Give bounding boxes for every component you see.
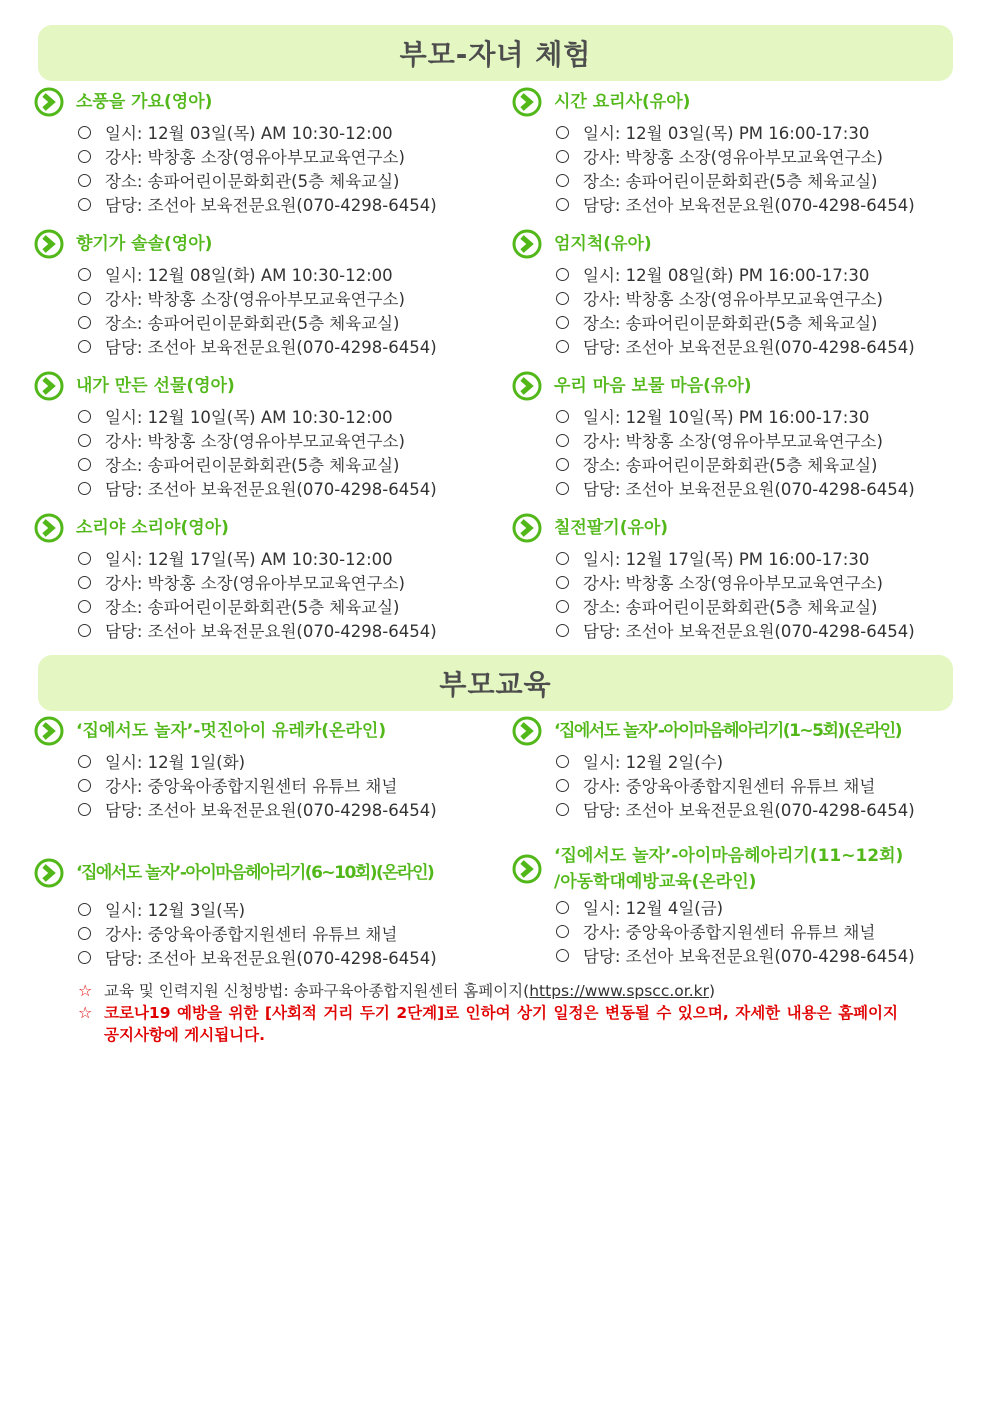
list-item: 장소: 송파어린이문화회관(5층 체육교실) — [556, 168, 962, 192]
experience-program-grid — [32, 86, 962, 654]
star-icon: ☆ — [78, 981, 93, 1000]
bullet-icon — [78, 779, 91, 792]
list-item: 강사: 박창홍 소장(영유아부모교육연구소) — [556, 286, 962, 310]
bullet-icon — [556, 150, 569, 163]
homepage-link[interactable]: https://www.spscc.or.kr — [529, 982, 709, 1000]
program-card — [32, 86, 510, 228]
footer-notes — [78, 980, 898, 1046]
list-item: 강사: 박창홍 소장(영유아부모교육연구소) — [78, 570, 510, 594]
program-title: 엄지척(유아) — [554, 234, 652, 254]
bullet-icon — [556, 949, 569, 962]
chevron-right-icon — [32, 513, 66, 543]
list-item: 일시: 12월 17일(목) PM 16:00-17:30 — [556, 546, 962, 570]
list-item: 강사: 박창홍 소장(영유아부모교육연구소) — [556, 144, 962, 168]
bullet-icon — [556, 803, 569, 816]
covid-notice: ☆ 코로나19 예방을 위한 [사회적 거리 두기 2단계]로 인하여 상기 일정은 변동될 수 있으며, 자세한 내용은 홈페이지 공지사항에 게시됩니다. — [78, 1003, 898, 1044]
list-item: 일시: 12월 03일(목) PM 16:00-17:30 — [556, 120, 962, 144]
list-item: 담당: 조선아 보육전문요원(070-4298-6454) — [78, 476, 510, 500]
chevron-right-icon — [510, 229, 544, 259]
bullet-icon — [78, 174, 91, 187]
chevron-right-icon — [32, 87, 66, 117]
bullet-icon — [556, 576, 569, 589]
bullet-icon — [556, 624, 569, 637]
experience-section-banner — [38, 25, 953, 81]
list-item: 장소: 송파어린이문화회관(5층 체육교실) — [78, 452, 510, 476]
bullet-icon — [556, 198, 569, 211]
education-section-title: 부모교육 — [439, 668, 552, 701]
program-card — [510, 843, 962, 983]
program-title: 칠전팔기(유아) — [554, 518, 669, 538]
chevron-right-icon — [510, 716, 544, 746]
list-item: 담당: 조선아 보육전문요원(070-4298-6454) — [78, 797, 510, 821]
bullet-icon — [556, 901, 569, 914]
list-item: 담당: 조선아 보육전문요원(070-4298-6454) — [556, 476, 962, 500]
bullet-icon — [78, 458, 91, 471]
bullet-icon — [78, 410, 91, 423]
bullet-icon — [556, 755, 569, 768]
program-title: ‘집에서도 놀자’-아이마음헤아리기(1~5회)(온라인) — [554, 721, 901, 741]
bullet-icon — [556, 925, 569, 938]
bullet-icon — [556, 268, 569, 281]
list-item: 강사: 박창홍 소장(영유아부모교육연구소) — [78, 428, 510, 452]
bullet-icon — [78, 624, 91, 637]
list-item: 강사: 중앙육아종합지원센터 유튜브 채널 — [78, 921, 510, 945]
list-item: 담당: 조선아 보육전문요원(070-4298-6454) — [78, 618, 510, 642]
list-item: 장소: 송파어린이문화회관(5층 체육교실) — [78, 594, 510, 618]
chevron-right-icon — [510, 87, 544, 117]
list-item: 담당: 조선아 보육전문요원(070-4298-6454) — [78, 945, 510, 969]
chevron-right-icon — [510, 371, 544, 401]
list-item: 일시: 12월 2일(수) — [556, 749, 962, 773]
list-item: 담당: 조선아 보육전문요원(070-4298-6454) — [78, 334, 510, 358]
list-item: 일시: 12월 08일(화) AM 10:30-12:00 — [78, 262, 510, 286]
list-item: 담당: 조선아 보육전문요원(070-4298-6454) — [556, 943, 962, 967]
program-title-line2: /아동학대예방교육(온라인) — [554, 872, 757, 892]
list-item: 담당: 조선아 보육전문요원(070-4298-6454) — [78, 192, 510, 216]
program-title: ‘집에서도 놀자’-멋진아이 유레카(온라인) — [76, 721, 387, 741]
list-item: 담당: 조선아 보육전문요원(070-4298-6454) — [556, 797, 962, 821]
bullet-icon — [78, 903, 91, 916]
program-card — [32, 228, 510, 370]
list-item: 장소: 송파어린이문화회관(5층 체육교실) — [556, 452, 962, 476]
list-item: 장소: 송파어린이문화회관(5층 체육교실) — [78, 310, 510, 334]
chevron-right-icon — [32, 716, 66, 746]
list-item: 장소: 송파어린이문화회관(5층 체육교실) — [556, 594, 962, 618]
program-card — [510, 228, 962, 370]
chevron-right-icon — [510, 854, 544, 884]
chevron-right-icon — [32, 229, 66, 259]
program-card — [32, 512, 510, 654]
program-card — [510, 715, 962, 843]
bullet-icon — [78, 552, 91, 565]
list-item: 일시: 12월 03일(목) AM 10:30-12:00 — [78, 120, 510, 144]
education-section-banner — [38, 655, 953, 711]
bullet-icon — [78, 198, 91, 211]
bullet-icon — [556, 292, 569, 305]
list-item: 담당: 조선아 보육전문요원(070-4298-6454) — [556, 334, 962, 358]
program-card — [32, 715, 510, 843]
bullet-icon — [78, 126, 91, 139]
bullet-icon — [556, 340, 569, 353]
list-item: 일시: 12월 10일(목) PM 16:00-17:30 — [556, 404, 962, 428]
star-icon: ☆ — [78, 1003, 93, 1022]
bullet-icon — [78, 482, 91, 495]
list-item: 장소: 송파어린이문화회관(5층 체육교실) — [556, 310, 962, 334]
list-item: 강사: 중앙육아종합지원센터 유튜브 채널 — [556, 773, 962, 797]
list-item: 일시: 12월 17일(목) AM 10:30-12:00 — [78, 546, 510, 570]
bullet-icon — [556, 552, 569, 565]
program-card — [32, 370, 510, 512]
bullet-icon — [78, 292, 91, 305]
bullet-icon — [78, 927, 91, 940]
application-note: ☆ 교육 및 인력지원 신청방법: 송파구육아종합지원센터 홈페이지(https://www.spscc.or.kr) — [78, 981, 716, 1000]
bullet-icon — [556, 600, 569, 613]
bullet-icon — [78, 316, 91, 329]
bullet-icon — [556, 458, 569, 471]
program-card — [510, 370, 962, 512]
list-item: 강사: 중앙육아종합지원센터 유튜브 채널 — [556, 919, 962, 943]
bullet-icon — [556, 126, 569, 139]
list-item: 강사: 박창홍 소장(영유아부모교육연구소) — [78, 286, 510, 310]
list-item: 일시: 12월 4일(금) — [556, 895, 962, 919]
program-title: ‘집에서도 놀자’-아이마음헤아리기(6~10회)(온라인) — [76, 863, 434, 883]
program-card — [510, 86, 962, 228]
list-item: 강사: 중앙육아종합지원센터 유튜브 채널 — [78, 773, 510, 797]
list-item: 담당: 조선아 보육전문요원(070-4298-6454) — [556, 618, 962, 642]
bullet-icon — [556, 482, 569, 495]
list-item: 일시: 12월 10일(목) AM 10:30-12:00 — [78, 404, 510, 428]
program-title: 소풍을 가요(영아) — [76, 92, 213, 112]
list-item: 장소: 송파어린이문화회관(5층 체육교실) — [78, 168, 510, 192]
program-title: 향기가 솔솔(영아) — [76, 234, 213, 254]
list-item: 담당: 조선아 보육전문요원(070-4298-6454) — [556, 192, 962, 216]
list-item: 강사: 박창홍 소장(영유아부모교육연구소) — [78, 144, 510, 168]
bullet-icon — [78, 268, 91, 281]
list-item: 일시: 12월 3일(목) — [78, 897, 510, 921]
list-item: 일시: 12월 1일(화) — [78, 749, 510, 773]
bullet-icon — [78, 434, 91, 447]
bullet-icon — [556, 779, 569, 792]
list-item: 강사: 박창홍 소장(영유아부모교육연구소) — [556, 428, 962, 452]
program-card — [32, 843, 510, 983]
program-title: 소리야 소리야(영아) — [76, 518, 229, 538]
bullet-icon — [78, 755, 91, 768]
education-program-grid — [32, 715, 962, 983]
program-card — [510, 512, 962, 654]
bullet-icon — [556, 434, 569, 447]
program-title: 우리 마음 보물 마음(유아) — [554, 376, 752, 396]
list-item: 일시: 12월 08일(화) PM 16:00-17:30 — [556, 262, 962, 286]
experience-section-title: 부모-자녀 체험 — [399, 38, 592, 71]
chevron-right-icon — [32, 858, 66, 888]
list-item: 강사: 박창홍 소장(영유아부모교육연구소) — [556, 570, 962, 594]
bullet-icon — [78, 576, 91, 589]
bullet-icon — [78, 340, 91, 353]
bullet-icon — [78, 150, 91, 163]
program-title: 시간 요리사(유아) — [554, 92, 691, 112]
bullet-icon — [78, 600, 91, 613]
bullet-icon — [78, 951, 91, 964]
chevron-right-icon — [32, 371, 66, 401]
bullet-icon — [556, 410, 569, 423]
program-title: 내가 만든 선물(영아) — [76, 376, 235, 396]
chevron-right-icon — [510, 513, 544, 543]
bullet-icon — [556, 174, 569, 187]
bullet-icon — [78, 803, 91, 816]
program-title: ‘집에서도 놀자’-아이마음헤아리기(11~12회) — [554, 846, 904, 866]
bullet-icon — [556, 316, 569, 329]
